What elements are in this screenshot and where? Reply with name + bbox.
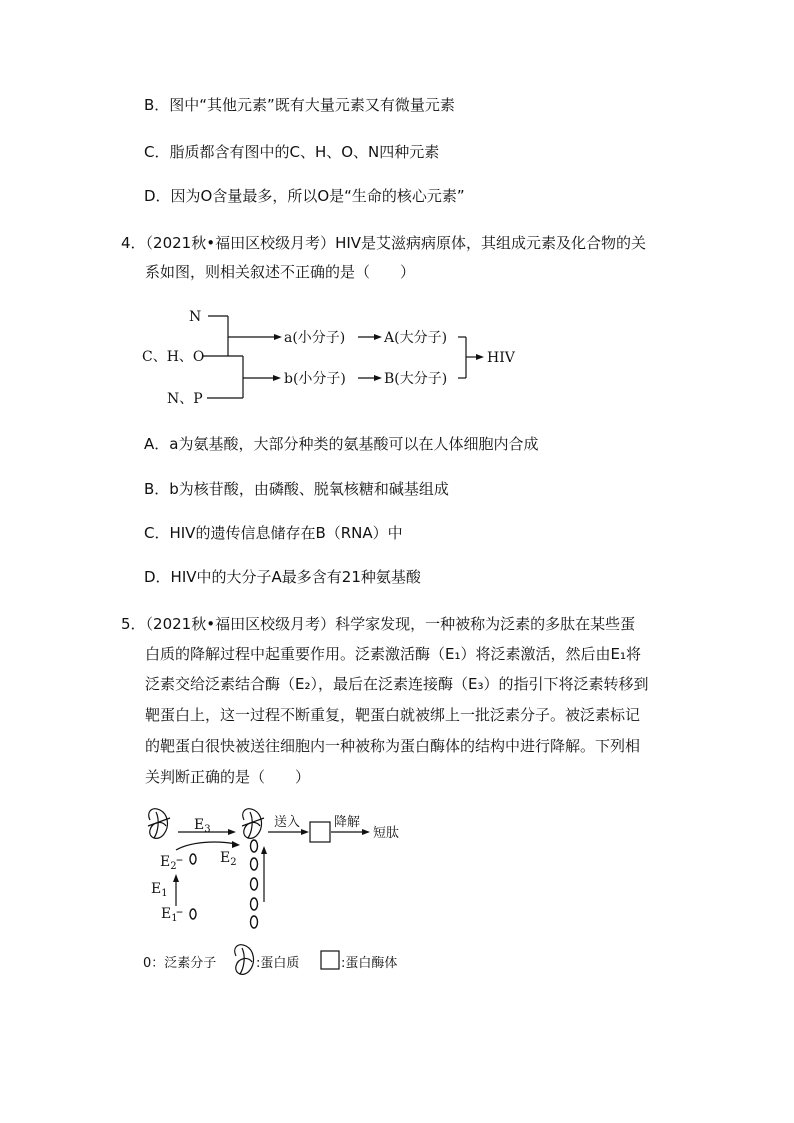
q5-stem-line6: 关判断正确的是（ ）: [145, 768, 311, 786]
diagram-n-label: N: [189, 309, 202, 325]
arrow-head-icon: [232, 841, 240, 848]
q3-option-d: D．因为O含量最多，所以O是“生命的核心元素”: [144, 187, 465, 205]
e2-label-right: $E_2$: [220, 850, 237, 868]
protein-icon: [148, 809, 170, 839]
diagram-hiv-label: HIV: [487, 350, 515, 366]
ubiquitin-icon: [190, 854, 196, 864]
arrow-head-icon: [173, 874, 179, 882]
e2-label-left: $E_2$: [160, 854, 177, 872]
q5-stem-line2: 白质的降解过程中起重要作用。泛素激活酶（E₁）将泛素激活，然后由E₁将: [145, 645, 641, 663]
svg-text:–: –: [176, 852, 183, 868]
q4-stem-line2: 系如图，则相关叙述不正确的是（ ）: [145, 263, 416, 281]
protein-legend-icon: [235, 945, 254, 975]
e3-label: $E_3$: [194, 817, 211, 835]
ubiquitin-icon: [251, 840, 258, 852]
legend-ubiquitin: 0：泛素分子: [143, 956, 217, 971]
arrow-head-icon: [228, 829, 236, 835]
diagram-b-label: b(小分子): [284, 371, 346, 387]
q5-stem-line4: 靶蛋白上，这一过程不断重复，靶蛋白就被绑上一批泛素分子。被泛素标记: [145, 706, 641, 724]
q4-option-b: B．b为核苷酸，由磷酸、脱氧核糖和碱基组成: [144, 480, 449, 498]
proteasome-legend-icon: [321, 951, 339, 969]
arrow-head-icon: [362, 829, 370, 835]
q5-stem-line5: 的靶蛋白很快被送往细胞内一种被称为蛋白酶体的结构中进行降解。下列相: [145, 737, 641, 755]
degrade-label: 降解: [334, 815, 361, 830]
q4-option-c: C．HIV的遗传信息储存在B（RNA）中: [144, 524, 403, 542]
svg-text:–: –: [176, 904, 183, 920]
q4-option-a: A．a为氨基酸，大部分种类的氨基酸可以在人体细胞内合成: [144, 435, 539, 453]
proteasome-box: [310, 822, 330, 842]
e1-label: $E_1$: [151, 881, 168, 899]
q3-option-c: C．脂质都含有图中的C、H、O、N四种元素: [144, 143, 440, 161]
diagram-A-label: A(大分子): [384, 330, 448, 346]
diagram-B-label: B(大分子): [384, 371, 448, 387]
q4-stem-line1: 4．（2021秋•福田区校级月考）HIV是艾滋病病原体，其组成元素及化合物的关: [121, 234, 647, 252]
q3-option-b: B．图中“其他元素”既有大量元素又有微量元素: [144, 96, 455, 114]
ubiquitin-icon: [251, 858, 258, 870]
arrow-head-icon: [261, 846, 267, 854]
e1-label-bottom: $E_1$: [161, 906, 178, 924]
ubiquitin-icon: [251, 916, 258, 928]
protein-icon: [242, 809, 264, 839]
diagram-a-label: a(小分子): [284, 330, 346, 346]
legend-protein: :蛋白质: [256, 956, 300, 971]
send-label: 送入: [274, 815, 301, 830]
q5-stem-line3: 泛素交给泛素结合酶（E₂），最后在泛素连接酶（E₃）的指引下将泛素转移到: [145, 675, 649, 693]
ubiquitin-icon: [190, 909, 196, 919]
short-peptide-label: 短肽: [373, 826, 400, 841]
arrow-head-icon: [301, 829, 309, 835]
ubiquitin-icon: [251, 878, 258, 890]
q4-option-d: D．HIV中的大分子A最多含有21种氨基酸: [144, 568, 421, 586]
diagram-np-label: N、P: [167, 391, 203, 407]
q5-stem-line1: 5．（2021秋•福田区校级月考）科学家发现，一种被称为泛素的多肽在某些蛋: [121, 615, 636, 633]
legend-proteasome: :蛋白酶体: [341, 956, 398, 971]
diagram-cho-label: C、H、O: [142, 349, 205, 365]
ubiquitin-icon: [251, 898, 258, 910]
